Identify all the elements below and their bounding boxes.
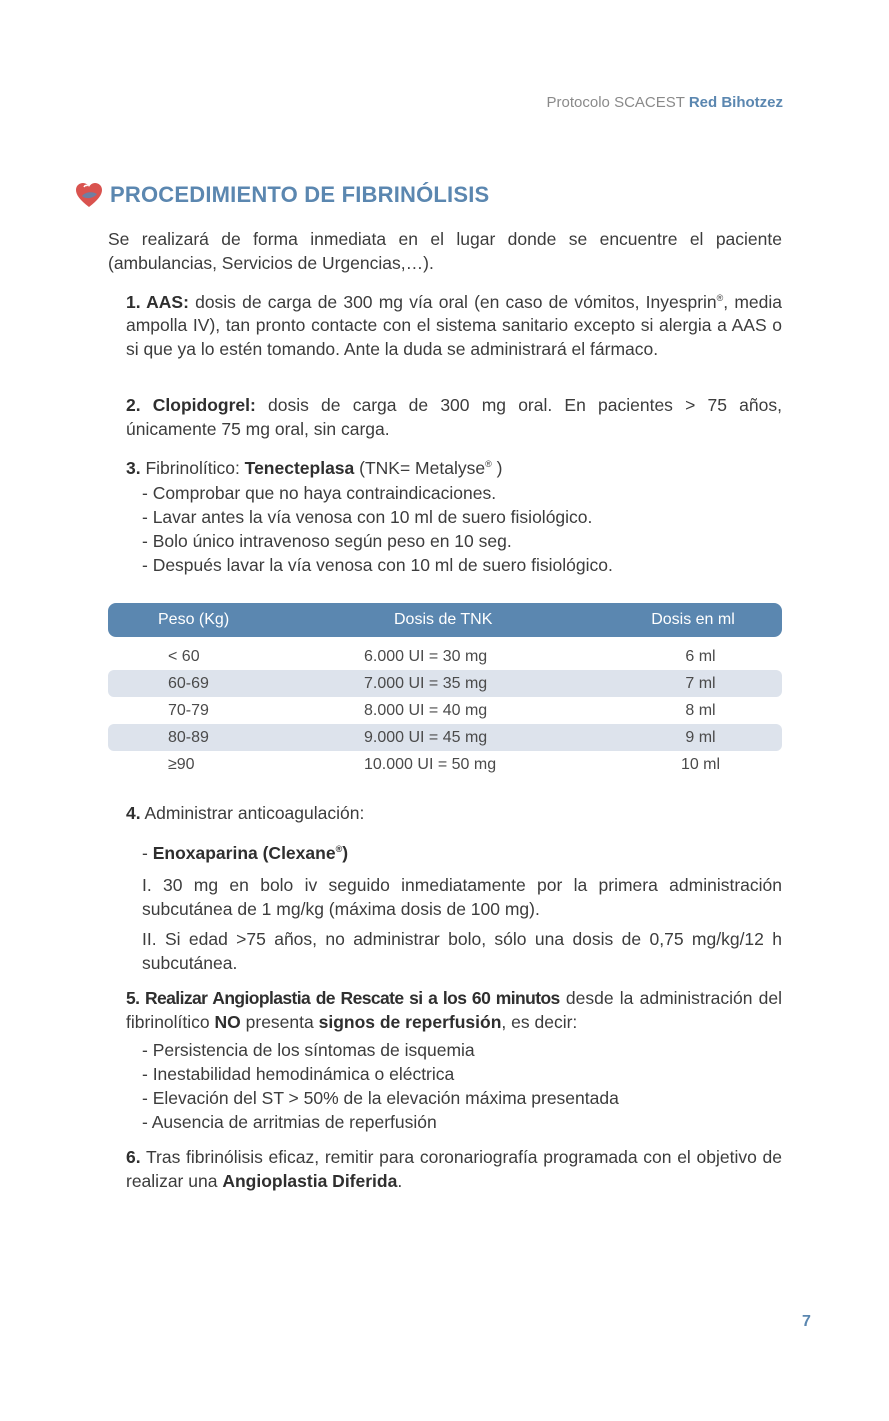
step-6-end: . (397, 1170, 403, 1191)
step-5-text-end: , es decir: (501, 1011, 578, 1032)
page-number: 7 (802, 1313, 811, 1330)
col-peso: Peso (Kg) (158, 611, 230, 628)
col-dosis-tnk: Dosis de TNK (394, 611, 493, 628)
step-5-no: NO (214, 1011, 241, 1032)
cell-peso: 80-89 (168, 728, 209, 746)
list-item: - Inestabilidad hemodinámica o eléctrica (142, 1064, 455, 1084)
step-4-text: Administrar anticoagulación: (140, 803, 365, 823)
step-1-label: 1. AAS: (126, 291, 189, 312)
step-3-text: Fibrinolítico: (140, 457, 245, 478)
step-3-text-cont: (TNK= Metalyse (354, 457, 486, 478)
enoxaparina-label: Enoxaparina (Clexane (152, 842, 336, 863)
list-item: - Comprobar que no haya contraindicaciones. (142, 483, 497, 503)
cell-tnk: 9.000 UI = 45 mg (364, 728, 488, 746)
step-4-item-i: I. 30 mg en bolo iv seguido inmediatamente por la primera administración subcutánea de 1 mg/kg (máxima dosis de 100 mg). (142, 875, 782, 919)
cell-ml: 7 ml (685, 674, 716, 692)
step-3-text-end: ) (491, 457, 503, 478)
list-item: - Después lavar la vía venosa con 10 ml de suero fisiológico. (142, 555, 613, 575)
table-row (108, 643, 782, 670)
step-1-text: dosis de carga de 300 mg vía oral (en caso de vómitos, Inyesprin (188, 291, 717, 312)
step-2-text: dosis de carga de 300 mg oral. En pacientes > 75 años, únicamente 75 mg oral, sin carga. (126, 395, 782, 439)
step-2-clopidogrel (126, 394, 782, 441)
step-5-text-cont: presenta (240, 1011, 319, 1032)
cell-ml: 8 ml (685, 701, 716, 719)
step-5-rescate (126, 987, 782, 1034)
table-row (108, 697, 782, 724)
step-3-drug: Tenecteplasa (244, 457, 355, 478)
step-4-drug (142, 838, 782, 865)
cell-ml: 6 ml (685, 647, 716, 665)
step-6-num: 6. (126, 1147, 141, 1167)
cell-peso: 70-79 (168, 701, 209, 719)
step-5-list (142, 1039, 782, 1135)
running-header (547, 94, 783, 111)
section-heading (74, 180, 489, 210)
enoxaparina-label-end: ) (342, 842, 349, 863)
step-3-list (142, 482, 782, 578)
step-5-signos: signos de reperfusión (318, 1011, 502, 1032)
list-item: - Elevación del ST > 50% de la elevación máxima presentada (142, 1088, 619, 1108)
registered-mark: ® (485, 459, 492, 469)
cell-peso: 60-69 (168, 674, 209, 692)
cell-tnk: 6.000 UI = 30 mg (364, 647, 488, 665)
page-title: PROCEDIMIENTO DE FIBRINÓLISIS (110, 182, 490, 207)
cell-tnk: 8.000 UI = 40 mg (364, 701, 488, 719)
list-item: - Ausencia de arritmias de reperfusión (142, 1112, 437, 1132)
table-row (108, 724, 782, 751)
list-item: - Lavar antes la vía venosa con 10 ml de suero fisiológico. (142, 507, 593, 527)
step-4-num: 4. (126, 803, 141, 823)
registered-mark: ® (335, 844, 343, 854)
header-prefix: Protocolo SCACEST (546, 94, 685, 111)
cell-ml: 10 ml (680, 755, 721, 773)
step-1-text-cont: , media ampolla IV), tan pronto contacte con el sistema sanitario excepto si alergia a AAS o si que ya lo estén tomando. Ante la duda se administrará el fármaco. (126, 291, 782, 359)
list-item: - Persistencia de los síntomas de isquemia (142, 1040, 475, 1060)
step-3-fibrinolitico (126, 453, 782, 480)
step-5-text: desde la administración del fibrinolítico (126, 988, 783, 1032)
cell-peso: ≥90 (168, 755, 195, 773)
cell-ml: 9 ml (685, 728, 716, 746)
step-4-item-ii: II. Si edad >75 años, no administrar bolo, sólo una dosis de 0,75 mg/kg/12 h subcutánea. (142, 929, 782, 973)
step-3-num: 3. (126, 457, 141, 478)
step-6-angioplastia: Angioplastia Diferida (222, 1170, 398, 1191)
cell-tnk: 7.000 UI = 35 mg (364, 674, 488, 692)
registered-mark: ® (716, 293, 724, 303)
table-row (108, 751, 782, 778)
step-2-label: 2. Clopidogrel: (126, 395, 256, 415)
intro-paragraph: Se realizará de forma inmediata en el lugar donde se encuentre el paciente (ambulancias, Servicios de Urgencias,…). (108, 229, 782, 273)
step-5-label: 5. Realizar Angioplastia de Rescate si a los 60 minutos (126, 988, 560, 1008)
step-6-text: Tras fibrinólisis eficaz, remitir para coronariografía programada con el objetivo de realizar una (126, 1147, 782, 1191)
header-brand: Red Bihotzez (688, 94, 783, 111)
cell-tnk: 10.000 UI = 50 mg (364, 755, 497, 773)
heart-icon (74, 180, 104, 210)
step-4-anticoagulacion (126, 802, 782, 826)
tnk-dose-table (108, 603, 782, 778)
table-row (108, 670, 782, 697)
table-header (108, 603, 782, 637)
col-dosis-ml: Dosis en ml (651, 611, 735, 628)
step-1-aas (126, 287, 782, 361)
list-item: - Bolo único intravenoso según peso en 10 seg. (142, 531, 512, 551)
cell-peso: < 60 (168, 647, 200, 665)
step-6-diferida (126, 1146, 782, 1193)
dash: - (142, 842, 153, 863)
